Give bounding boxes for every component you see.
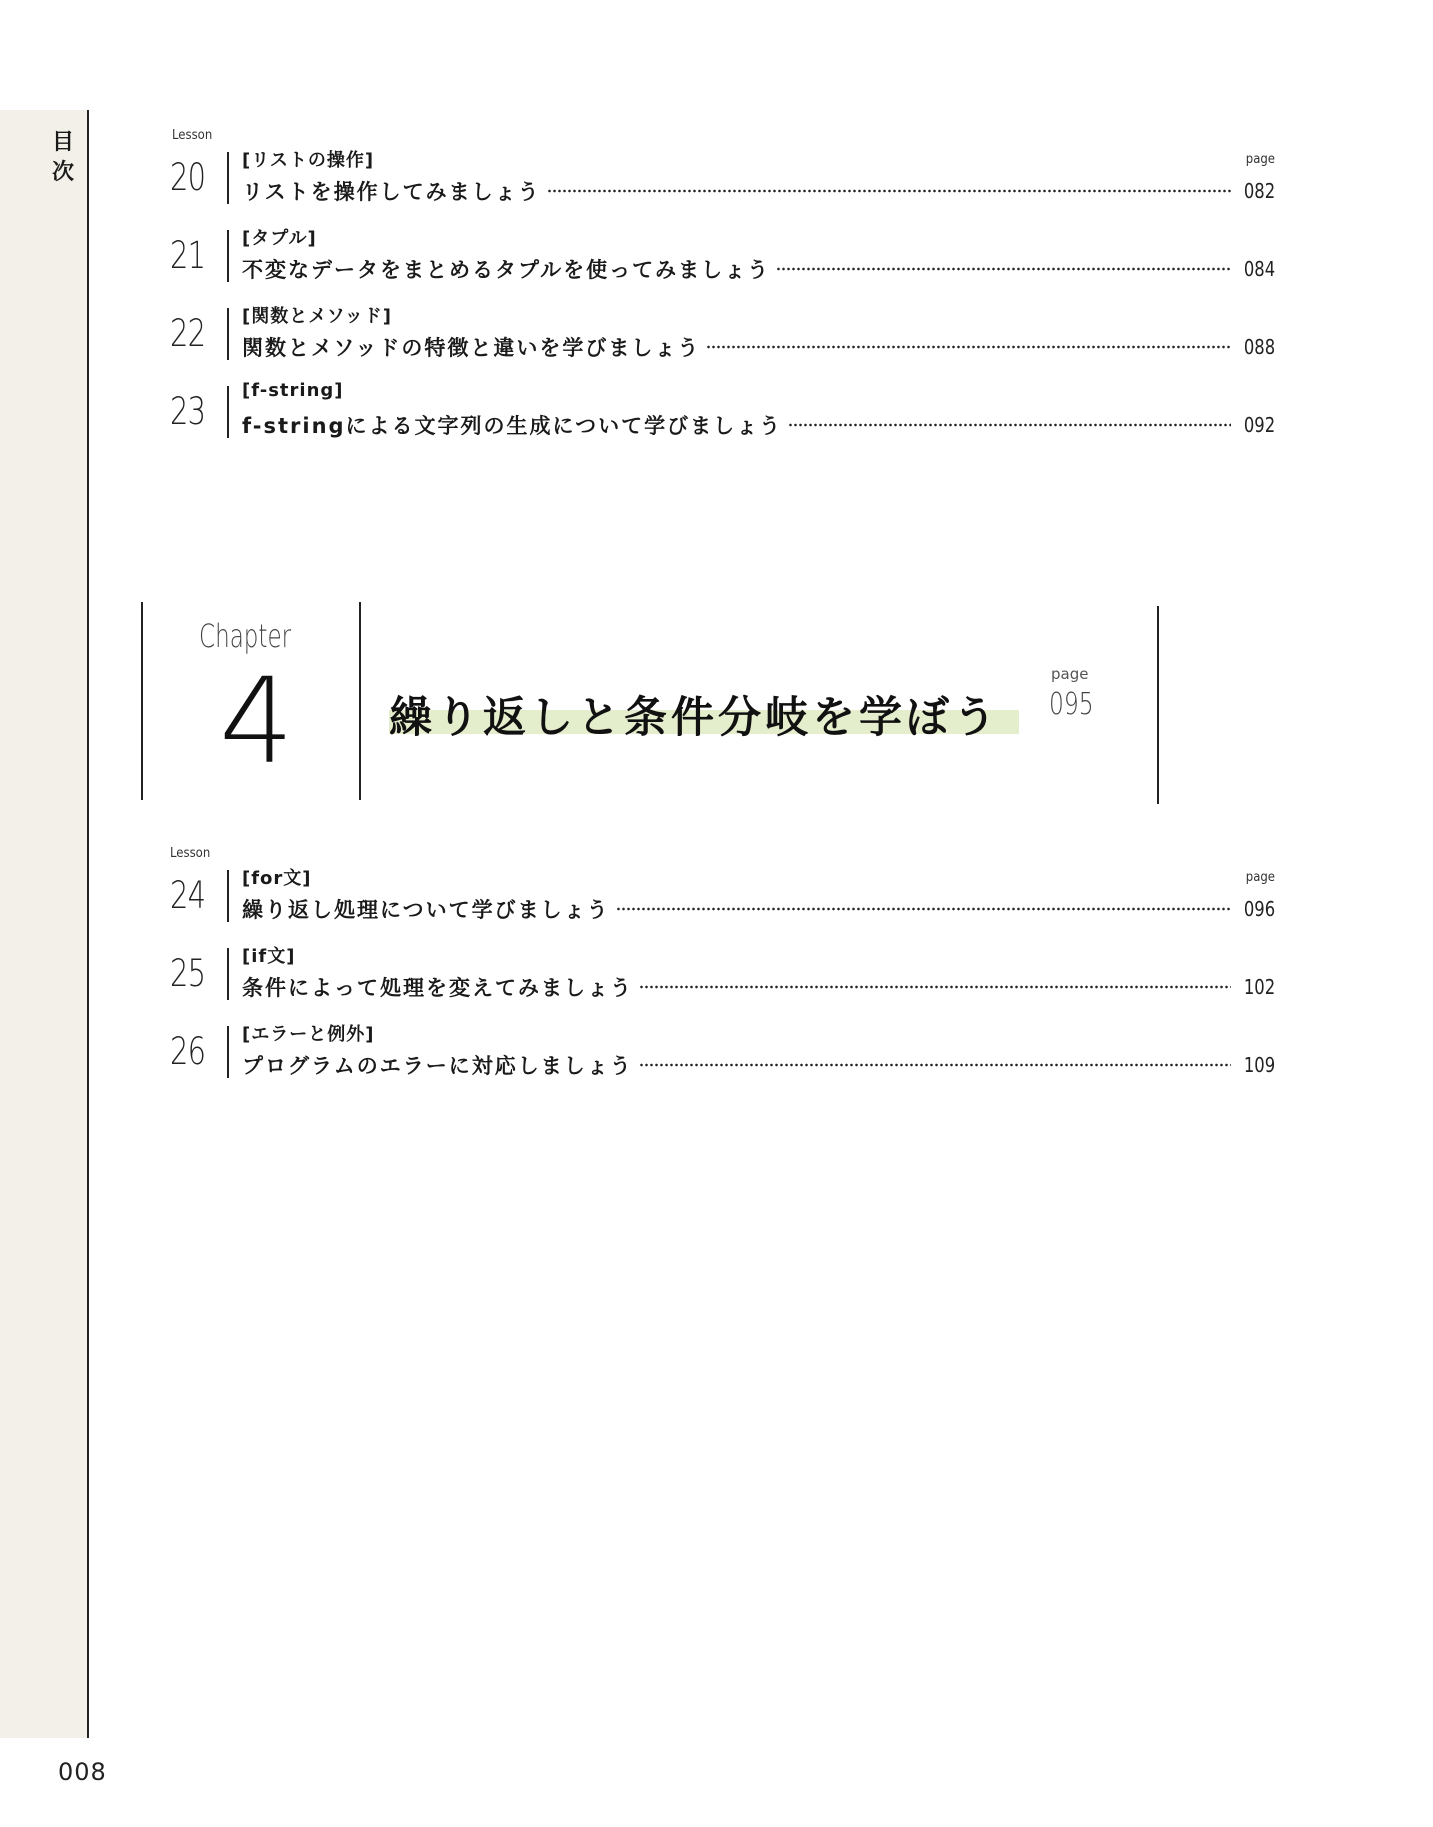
dot-leader — [788, 423, 1231, 427]
lesson-tag: [関数とメソッド] — [242, 306, 393, 327]
lesson-page-number: 082 — [1243, 179, 1275, 203]
lesson-label: Lesson — [172, 128, 213, 143]
side-label-contents: 目次 — [51, 130, 74, 185]
lesson-number: 20 — [170, 156, 206, 199]
lesson-title[interactable]: 繰り返し処理について学びましょう — [242, 898, 610, 922]
lesson-number: 26 — [170, 1030, 206, 1073]
lesson-page-number: 109 — [1243, 1053, 1275, 1077]
lesson-title[interactable]: リストを操作してみましょう — [242, 180, 541, 204]
lesson-title-row — [242, 1050, 1275, 1080]
lesson-entry[interactable] — [170, 864, 1275, 928]
chapter-page-label: page — [1051, 665, 1089, 683]
lesson-entry[interactable] — [170, 942, 1275, 1006]
lesson-tag: [エラーと例外] — [242, 1024, 375, 1045]
lesson-number: 21 — [170, 234, 206, 277]
chapter-right-rule — [1157, 606, 1159, 804]
lesson-label: Lesson — [170, 846, 211, 861]
lesson-entry[interactable] — [170, 380, 1275, 444]
side-band — [0, 110, 89, 1738]
lesson-title[interactable]: 不変なデータをまとめるタプルを使ってみましょう — [242, 258, 771, 282]
lesson-title[interactable]: f-stringによる文字列の生成について学びましょう — [242, 414, 783, 438]
chapter-left-rule — [141, 602, 143, 800]
lesson-title[interactable]: 関数とメソッドの特徴と違いを学びましょう — [242, 336, 701, 360]
lesson-tag: [リストの操作] — [242, 150, 375, 171]
page-folio: 008 — [58, 1758, 107, 1786]
lesson-number: 23 — [170, 390, 206, 433]
lesson-title[interactable]: 条件によって処理を変えてみましょう — [242, 976, 633, 1000]
lesson-entry[interactable] — [170, 224, 1275, 288]
lesson-entry[interactable] — [170, 146, 1275, 210]
lesson-tag: [for文] — [242, 868, 312, 889]
lesson-number: 22 — [170, 312, 206, 355]
lesson-divider — [227, 1026, 229, 1078]
page-label: page — [1245, 870, 1275, 885]
lesson-tag: [タプル] — [242, 228, 317, 249]
lesson-divider — [227, 386, 229, 438]
lesson-page-number: 102 — [1243, 975, 1275, 999]
lesson-tag: [if文] — [242, 946, 296, 967]
lesson-entry[interactable] — [170, 302, 1275, 366]
chapter-page-number: 095 — [1049, 687, 1094, 722]
dot-leader — [639, 1063, 1231, 1067]
dot-leader — [616, 907, 1231, 911]
lesson-title-row — [242, 254, 1275, 284]
lesson-divider — [227, 948, 229, 1000]
dot-leader — [639, 985, 1231, 989]
chapter-header[interactable] — [141, 602, 1161, 804]
chapter-number: 4 — [219, 652, 295, 790]
lesson-number: 25 — [170, 952, 206, 995]
lesson-page-number: 084 — [1243, 257, 1275, 281]
lesson-page-number: 096 — [1243, 897, 1275, 921]
lesson-number: 24 — [170, 874, 206, 917]
lesson-divider — [227, 870, 229, 922]
dot-leader — [776, 267, 1231, 271]
chapter-title[interactable]: 繰り返しと条件分岐を学ぼう — [389, 693, 1000, 743]
lesson-divider — [227, 308, 229, 360]
lesson-title[interactable]: プログラムのエラーに対応しましょう — [242, 1054, 633, 1078]
lesson-entry[interactable] — [170, 1020, 1275, 1084]
lesson-page-number: 092 — [1243, 413, 1275, 437]
chapter-word: Chapter — [199, 617, 292, 655]
lesson-title-row — [242, 894, 1275, 924]
chapter-title-wrap — [389, 684, 1000, 745]
lesson-title-row — [242, 972, 1275, 1002]
lesson-page-number: 088 — [1243, 335, 1275, 359]
lesson-title-row — [242, 410, 1275, 440]
page-label: page — [1245, 152, 1275, 167]
lesson-tag: [f-string] — [242, 380, 344, 401]
lesson-divider — [227, 230, 229, 282]
lesson-title-row — [242, 176, 1275, 206]
lesson-divider — [227, 152, 229, 204]
chapter-mid-rule — [359, 602, 361, 800]
dot-leader — [547, 189, 1231, 193]
lesson-title-row — [242, 332, 1275, 362]
dot-leader — [706, 345, 1230, 349]
